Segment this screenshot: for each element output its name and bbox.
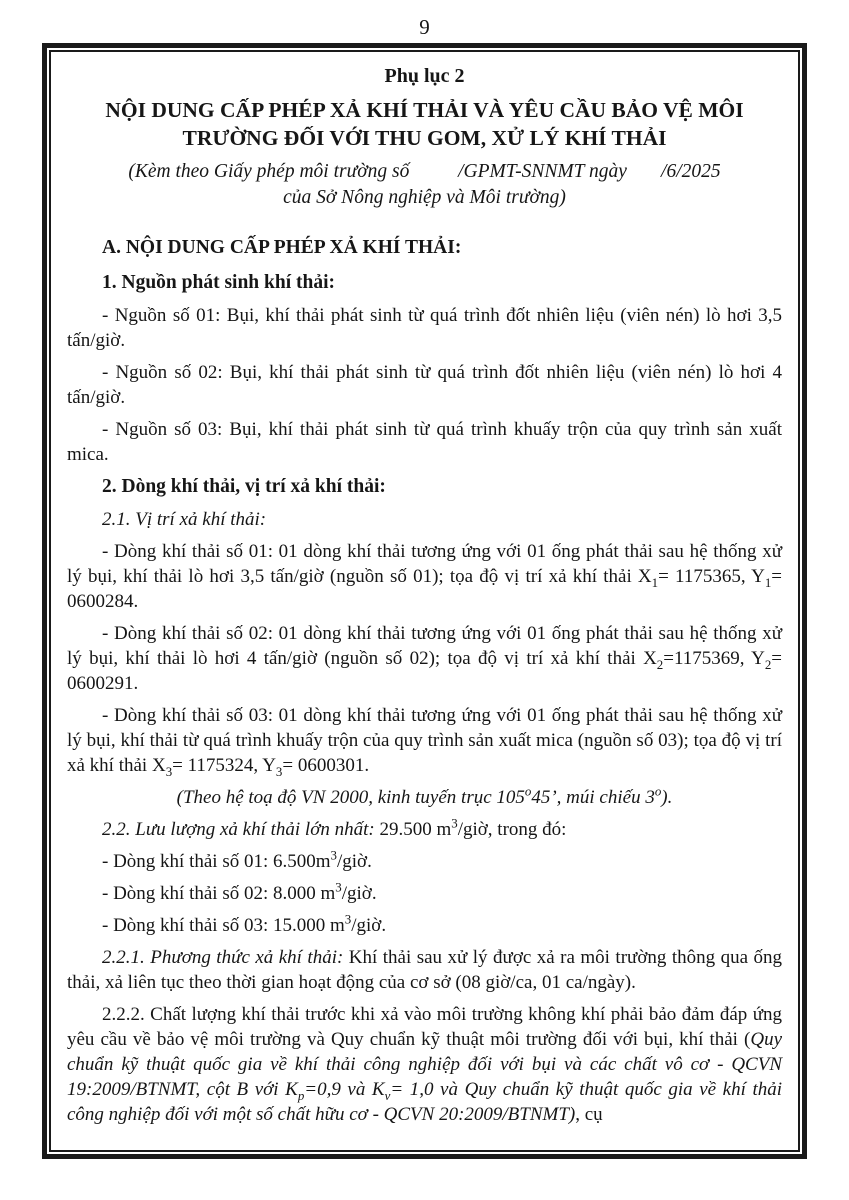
text-run: 2.2. Lưu lượng xả khí thải lớn nhất:: [102, 819, 375, 840]
text-run: =0,9 và K: [304, 1079, 385, 1100]
text-run: - Dòng khí thải số 01: 6.500m: [102, 851, 331, 872]
text-run: 2.1. Vị trí xả khí thải:: [102, 509, 267, 530]
text-run: - Nguồn số 03: Bụi, khí thải phát sinh từ quá trình khuấy trộn của quy trình sản xuất mica.: [67, 419, 782, 465]
document-title: [67, 96, 782, 152]
heading-2: [67, 474, 782, 499]
text-run: =1175369, Y: [663, 648, 765, 669]
flow-item-01: [67, 849, 782, 874]
text-run: - Nguồn số 02: Bụi, khí thải phát sinh từ quá trình đốt nhiên liệu (viên nén) lò hơi 4 tấn/giờ.: [67, 362, 782, 408]
text-run: o: [654, 783, 662, 799]
document-subtitle-line1: [67, 159, 782, 185]
text-run: (Kèm theo Giấy phép môi trường số /GPMT-SNNMT ngày /6/2025: [128, 161, 721, 182]
text-run: 3: [451, 815, 458, 831]
document-border-frame: [42, 43, 807, 1159]
text-run: 2.2.2. Chất lượng khí thải trước khi xả vào môi trường không khí phải bảo đảm đáp ứng yêu cầu về bảo vệ môi trường và Quy chuẩn kỹ thuật môi trường đối với bụi, khí thải (: [67, 1004, 782, 1050]
text-run: NỘI DUNG CẤP PHÉP XẢ KHÍ THẢI VÀ YÊU CẦU BẢO VỆ MÔI TRƯỜNG ĐỐI VỚI THU GOM, XỬ LÝ KHÍ THẢI: [105, 98, 744, 150]
text-run: 29.500 m: [374, 819, 452, 840]
text-run: Quy chuẩn kỹ thuật quốc gia về khí thải công nghiệp đối với bụi và các chất vô cơ - QCVN 19:2009/BTNMT, cột B với K: [67, 1029, 782, 1100]
text-run: - Dòng khí thải số 02: 01 dòng khí thải tương ứng với 01 ống phát thải sau hệ thống xử lý bụi, khí thải lò hơi 4 tấn/giờ (nguồn số 02); tọa độ vị trí xả khí thải X: [67, 623, 782, 669]
appendix-label: [67, 64, 782, 89]
text-run: /giờ.: [341, 883, 377, 904]
text-run: - Nguồn số 01: Bụi, khí thải phát sinh từ quá trình đốt nhiên liệu (viên nén) lò hơi 3,5 tấn/giờ.: [67, 305, 782, 351]
text-run: A. NỘI DUNG CẤP PHÉP XẢ KHÍ THẢI:: [102, 237, 462, 258]
text-run: 2: [656, 656, 664, 672]
text-run: = 1175324, Y: [172, 755, 276, 776]
text-run: v: [384, 1087, 391, 1103]
text-run: = 1175365, Y: [658, 566, 765, 587]
text-run: /giờ.: [351, 915, 387, 936]
text-run: = 0600284.: [67, 566, 782, 612]
text-run: 3: [335, 879, 342, 895]
text-run: - Dòng khí thải số 03: 15.000 m: [102, 915, 345, 936]
flow-item-03: [67, 913, 782, 938]
document-subtitle-line2: [67, 185, 782, 211]
text-run: 3: [275, 763, 283, 779]
page-number: 9: [419, 15, 430, 39]
text-run: 3: [344, 911, 352, 927]
paragraph-source-01: [67, 303, 782, 353]
paragraph-source-03: [67, 417, 782, 467]
text-run: (Theo hệ toạ độ VN 2000, kinh tuyến trục 105: [176, 787, 525, 808]
text-run: 3: [330, 847, 337, 863]
text-run: o: [524, 783, 532, 799]
heading-1: [67, 270, 782, 295]
text-run: 1. Nguồn phát sinh khí thải:: [102, 272, 336, 293]
text-run: Khí thải sau xử lý được xả ra môi trường thông qua ống thải, xả liên tục theo thời gian hoạt động của cơ sở (08 giờ/ca, 01 ca/ngày).: [67, 947, 782, 993]
paragraph-2-2-2: [67, 1002, 782, 1127]
paragraph-stream-02: [67, 621, 782, 696]
heading-2-1: [67, 507, 782, 532]
coordinate-system-note: [67, 785, 782, 810]
paragraph-2-2-1: [67, 945, 782, 995]
text-run: p: [297, 1087, 305, 1103]
heading-2-2: [67, 817, 782, 842]
text-run: 1: [651, 574, 659, 590]
text-run: - Dòng khí thải số 03: 01 dòng khí thải tương ứng với 01 ống phát thải sau hệ thống xử lý bụi, khí thải từ quá trình khuấy trộn của quy trình sản xuất mica (nguồn số 03); tọa độ vị trí xả khí thải X: [67, 705, 782, 776]
text-run: Phụ lục 2: [384, 65, 465, 87]
text-run: 3: [165, 763, 173, 779]
text-run: ).: [661, 787, 673, 808]
text-run: /giờ.: [336, 851, 372, 872]
paragraph-stream-03: [67, 703, 782, 778]
text-run: = 0600301.: [282, 755, 370, 776]
text-run: = 1,0 và Quy chuẩn kỹ thuật quốc gia về khí thải công nghiệp đối với một số chất hữu cơ - QCVN 20:2009/BTNMT): [67, 1079, 782, 1125]
text-run: - Dòng khí thải số 02: 8.000 m: [102, 883, 336, 904]
text-run: 2.2.1. Phương thức xả khí thải:: [102, 947, 344, 968]
text-run: :: [379, 476, 386, 497]
text-run: = 0600291.: [67, 648, 782, 694]
text-run: 2: [764, 656, 772, 672]
text-run: - Dòng khí thải số 01: 01 dòng khí thải tương ứng với 01 ống phát thải sau hệ thống xử lý bụi, khí thải lò hơi 3,5 tấn/giờ (nguồn số 01); tọa độ vị trí xả khí thải X: [67, 541, 782, 587]
text-run: /giờ, trong đó:: [457, 819, 567, 840]
flow-item-02: [67, 881, 782, 906]
text-run: của Sở Nông nghiệp và Môi trường): [283, 187, 566, 208]
text-run: 2. Dòng khí thải, vị trí xả khí thải: [102, 476, 380, 497]
text-run: , cụ: [575, 1104, 603, 1125]
section-a-heading: [67, 235, 782, 260]
text-run: 45’, múi chiếu 3: [531, 787, 655, 808]
document-content: [49, 50, 800, 1152]
paragraph-stream-01: [67, 539, 782, 614]
text-run: 1: [764, 574, 772, 590]
paragraph-source-02: [67, 360, 782, 410]
